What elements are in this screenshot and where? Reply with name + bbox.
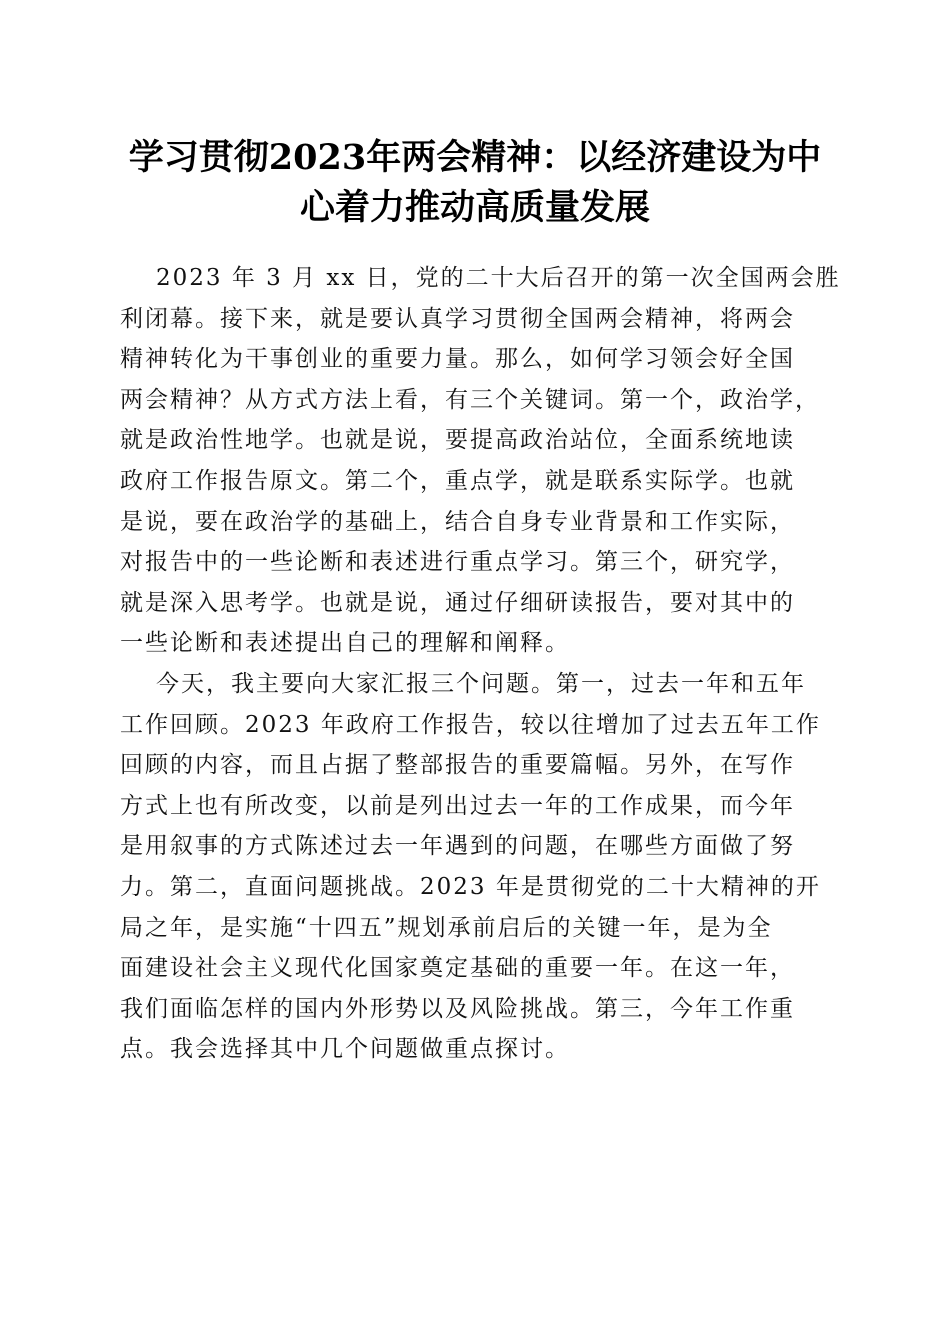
- text-line: 是用叙事的方式陈述过去一年遇到的问题，在哪些方面做了努: [120, 833, 795, 860]
- text-line: 点。我会选择其中几个问题做重点探讨。: [120, 1036, 570, 1063]
- text-line: 两会精神？从方式方法上看，有三个关键词。第一个，政治学，: [120, 386, 820, 413]
- text-line: 力。第二，直面问题挑战。2023 年是贯彻党的二十大精神的开: [120, 873, 821, 900]
- text-line: 就是政治性地学。也就是说，要提高政治站位，全面系统地读: [120, 427, 795, 454]
- text-line: 对报告中的一些论断和表述进行重点学习。第三个，研究学，: [120, 549, 795, 576]
- text-line: 今天，我主要向大家汇报三个问题。第一，过去一年和五年: [156, 670, 806, 697]
- text-line: 面建设社会主义现代化国家奠定基础的重要一年。在这一年，: [120, 955, 795, 982]
- document-body: [120, 258, 840, 1070]
- text-line: 2023 年 3 月 xx 日，党的二十大后召开的第一次全国两会胜: [156, 265, 841, 291]
- text-line: 是说，要在政治学的基础上，结合自身专业背景和工作实际，: [120, 508, 795, 535]
- text-line: 政府工作报告原文。第二个，重点学，就是联系实际学。也就: [120, 467, 795, 494]
- paragraph-1: [120, 258, 840, 664]
- text-line: 局之年，是实施“十四五”规划承前启后的关键一年，是为全: [120, 914, 773, 941]
- text-line: 精神转化为干事创业的重要力量。那么，如何学习领会好全国: [120, 346, 795, 373]
- text-line: 方式上也有所改变，以前是列出过去一年的工作成果，而今年: [120, 792, 795, 819]
- text-line: 回顾的内容，而且占据了整部报告的重要篇幅。另外，在写作: [120, 752, 795, 779]
- title-line: 学习贯彻2023年两会精神：以经济建设为中: [128, 137, 822, 178]
- text-line: 就是深入思考学。也就是说，通过仔细研读报告，要对其中的: [120, 589, 795, 616]
- text-line: 我们面临怎样的国内外形势以及风险挑战。第三，今年工作重: [120, 995, 795, 1022]
- document-title: [100, 133, 850, 233]
- text-line: 一些论断和表述提出自己的理解和阐释。: [120, 630, 570, 657]
- paragraph-2: [120, 664, 840, 1070]
- text-line: 利闭幕。接下来，就是要认真学习贯彻全国两会精神，将两会: [120, 305, 795, 332]
- title-line: 心着力推动高质量发展: [299, 187, 650, 228]
- text-line: 工作回顾。2023 年政府工作报告，较以往增加了过去五年工作: [120, 711, 821, 738]
